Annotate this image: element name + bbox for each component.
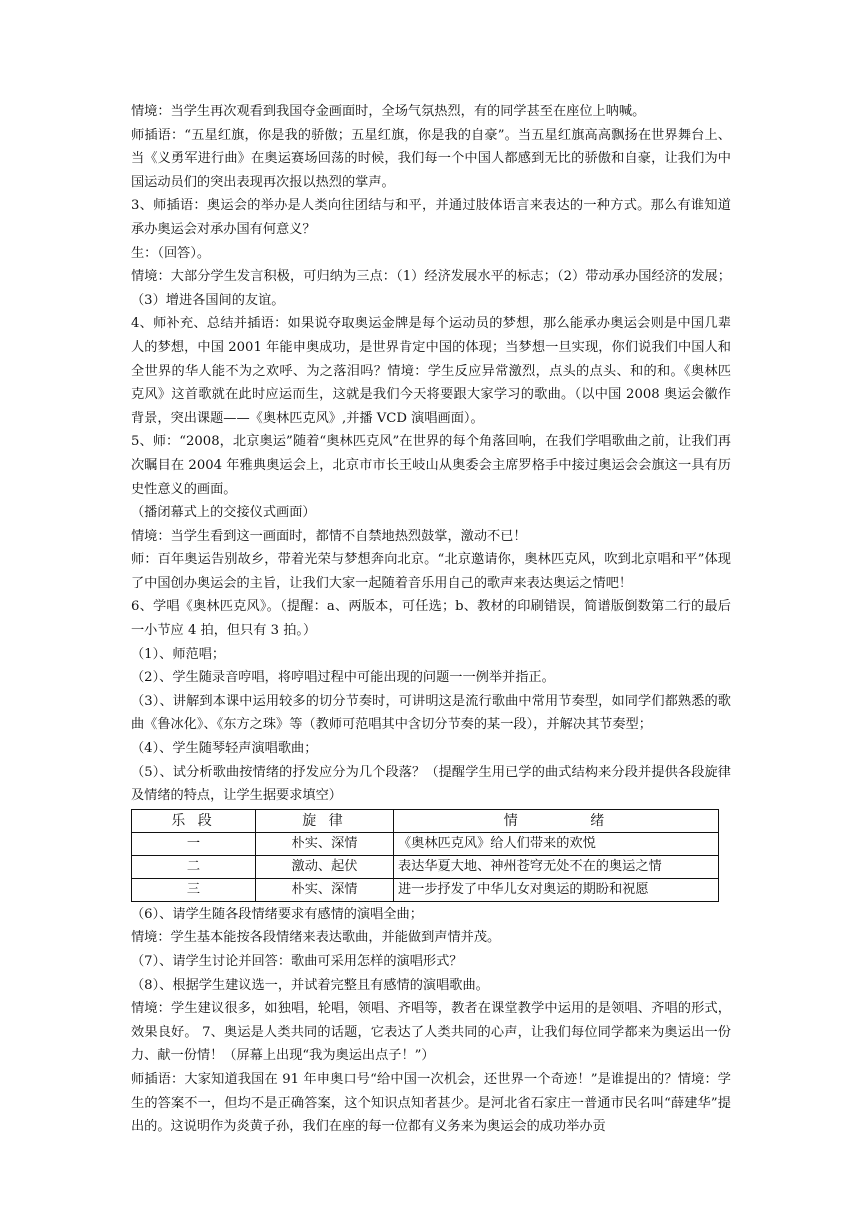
paragraph: （1）、师范唱； [131, 646, 226, 662]
text-block-after-table [131, 903, 731, 1139]
paragraph: 情境：大部分学生发言积极，可归纳为三点：（1）经济发展水平的标志；（2）带动承办国经济的发展；（3）增进各国间的友谊。 [131, 269, 731, 308]
paragraph: 6、学唱《奥林匹克风》。（提醒：a、两版本，可任选；b、教材的印刷错误，简谱版倒数第二行的最后一小节应 4 拍，但只有 3 拍。） [131, 599, 731, 639]
paragraph: 情境：当学生再次观看到我国夺金画面时，全场气氛热烈，有的同学甚至在座位上呐喊。 [131, 104, 646, 119]
paragraph: （2）、学生随录音哼唱，将哼唱过程中可能出现的问题一一例举并指正。 [131, 670, 555, 686]
cell-melody: 朴实、深情 [256, 878, 394, 901]
cell-section: 三 [132, 878, 256, 901]
paragraph: 师插语：大家知道我国在 91 年申奥口号“给中国一次机会，还世界一个奇迹！”是谁提出的？情境：学生的答案不一，但均不是正确答案，这个知识点知者甚少。是河北省石家庄一普通市民名叫“薛建华”提出的。这说明作为炎黄子孙，我们在座的每一位都有义务来为奥运会的成功举办贡 [131, 1071, 731, 1135]
document-page [131, 100, 731, 1139]
header-section: 乐 段 [132, 809, 256, 832]
cell-melody: 朴实、深情 [256, 832, 394, 855]
paragraph: 4、师补充、总结并插语：如果说夺取奥运金牌是每个运动员的梦想，那么能承办奥运会则是中国几辈人的梦想，中国 2001 年能申奥成功，是世界肯定中国的体现；当梦想一旦实现，你们说我们中国人和全世界的华人能不为之欢呼、为之落泪吗？情境：学生反应异常激烈，点头的点头、和的和。《奥林匹克风》这首歌就在此时应运而生，这就是我们今天将要跟大家学习的歌曲。（以中国 2008 奥运会徽作背景，突出课题——《奥林匹克风》,并播 VCD 演唱画面）。 [131, 316, 731, 426]
song-analysis-table [131, 809, 719, 902]
cell-section: 一 [132, 832, 256, 855]
paragraph: （8）、根据学生建议选一，并试着完整且有感情的演唱歌曲。 [131, 977, 489, 993]
paragraph: 生：（回答）。 [131, 245, 211, 261]
paragraph: 情境：学生建议很多，如独唱，轮唱，领唱、齐唱等，教者在课堂教学中运用的是领唱、齐唱的形式，效果良好。 7、奥运是人类共同的话题，它表达了人类共同的心声，让我们每位同学都来为奥运出一份力、献一份情！（屏幕上出现“我为奥运出点子！”） [131, 1001, 731, 1064]
paragraph: （5）、试分析歌曲按情绪的抒发应分为几个段落？（提醒学生用已学的曲式结构来分段并提供各段旋律及情绪的特点，让学生据要求填空） [131, 764, 731, 804]
paragraph: （7）、请学生讨论并回答：歌曲可采用怎样的演唱形式？ [131, 954, 463, 969]
cell-section: 二 [132, 855, 256, 878]
cell-melody: 激动、起伏 [256, 855, 394, 878]
table-header-row [132, 809, 719, 832]
header-emotion: 情 绪 [394, 809, 719, 832]
paragraph: 3、师插语：奥运会的举办是人类向往团结与和平，并通过肢体语言来表达的一种方式。那么有谁知道承办奥运会对承办国有何意义？ [131, 198, 731, 237]
paragraph: （3）、讲解到本课中运用较多的切分节奏时，可讲明这是流行歌曲中常用节奏型，如同学们都熟悉的歌曲《鲁冰化》、《东方之珠》等（教师可范唱其中含切分节奏的某一段），并解决其节奏型； [131, 693, 731, 733]
paragraph: 师插语：“五星红旗，你是我的骄傲；五星红旗，你是我的自豪”。当五星红旗高高飘扬在世界舞台上、当《义勇军进行曲》在奥运赛场回荡的时候，我们每一个中国人都感到无比的骄傲和自豪，让我们为中国运动员们的突出表现再次报以热烈的掌声。 [131, 127, 731, 190]
cell-emotion: 《奥林匹克风》给人们带来的欢悦 [394, 832, 719, 855]
text-block-before-table [131, 100, 731, 808]
header-melody: 旋 律 [256, 809, 394, 832]
table-row [132, 878, 719, 901]
paragraph: （6）、请学生随各段情绪要求有感情的演唱全曲； [131, 906, 423, 922]
paragraph: （播闭幕式上的交接仪式画面） [131, 505, 316, 521]
paragraph: 5、师：“2008，北京奥运”随着“奥林匹克风”在世界的每个角落回响，在我们学唱歌曲之前，让我们再次瞩目在 2004 年雅典奥运会上，北京市市长王岐山从奥委会主席罗格手中接过奥运会会旗这一具有历史性意义的画面。 [131, 434, 731, 497]
paragraph: （4）、学生随琴轻声演唱歌曲； [131, 741, 318, 757]
table-row [132, 832, 719, 855]
table-row [132, 855, 719, 878]
cell-emotion: 进一步抒发了中华儿女对奥运的期盼和祝愿 [394, 878, 719, 901]
paragraph: 师：百年奥运告别故乡，带着光荣与梦想奔向北京。“北京邀请你，奥林匹克风，吹到北京唱和平”体现了中国创办奥运会的主旨，让我们大家一起随着音乐用自己的歌声来表达奥运之情吧！ [131, 552, 731, 591]
paragraph: 情境：当学生看到这一画面时，都情不自禁地热烈鼓掌，激动不已！ [131, 528, 527, 544]
paragraph: 情境：学生基本能按各段情绪来表达歌曲，并能做到声情并茂。 [131, 930, 501, 946]
cell-emotion: 表达华夏大地、神州苍穹无处不在的奥运之情 [394, 855, 719, 878]
